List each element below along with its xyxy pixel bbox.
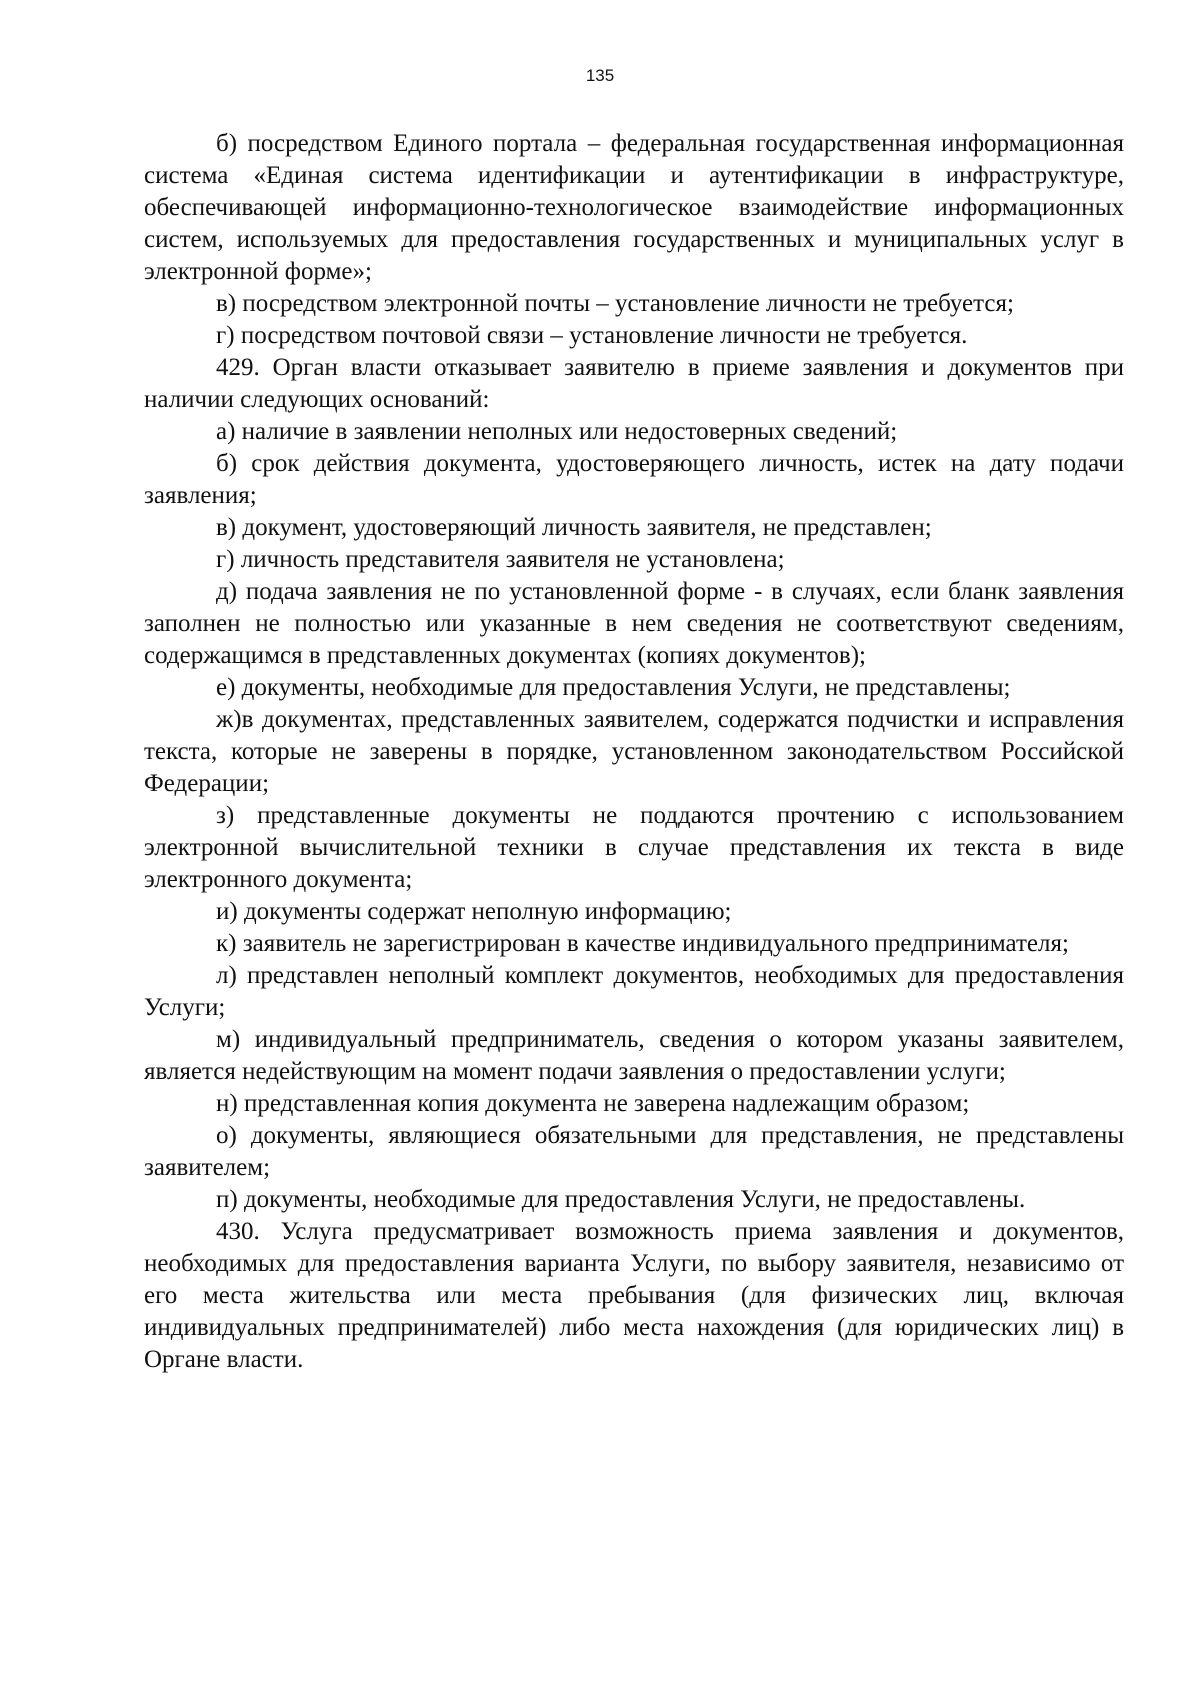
list-item-n: н) представленная копия документа не заверена надлежащим образом; [216, 1090, 970, 1117]
list-item-zh: ж)в документах, представленных заявителем, содержатся подчистки и исправления текста, которые не заверены в порядке, установленном законодательством Российской Федерации; [144, 706, 1124, 797]
list-item-d: д) подача заявления не по установленной форме - в случаях, если бланк заявления заполнен не полностью или указанные в нем сведения не соответствуют сведениям, содержащимся в представленных документах (копиях документов); [144, 578, 1124, 669]
list-item-o: о) документы, являющиеся обязательными для представления, не представлены заявителем; [144, 1122, 1124, 1181]
page-number: 135 [585, 66, 615, 85]
list-item-k: к) заявитель не зарегистрирован в качестве индивидуального предпринимателя; [216, 930, 1069, 957]
document-body [144, 128, 1124, 1376]
list-item-l: л) представлен неполный комплект документов, необходимых для предоставления Услуги; [144, 962, 1124, 1021]
list-item-v: в) документ, удостоверяющий личность заявителя, не представлен; [216, 514, 932, 541]
paragraph-430: 430. Услуга предусматривает возможность приема заявления и документов, необходимых для предоставления варианта Услуги, по выбору заявителя, независимо от его места жительства или места пребывания (для физических лиц, включая индивидуальных предпринимателей) либо места нахождения (для юридических лиц) в Органе власти. [144, 1218, 1124, 1373]
list-item-e: е) документы, необходимые для предоставления Услуги, не представлены; [216, 674, 1011, 701]
paragraph-identification-portal: б) посредством Единого портала – федеральная государственная информационная система «Единая система идентификации и аутентификации в инфраструктуре, обеспечивающей информационно-технологическое взаимодействие информационных систем, используемых для предоставления государственных и муниципальных услуг в электронной форме»; [144, 130, 1124, 285]
list-item-a: а) наличие в заявлении неполных или недостоверных сведений; [216, 418, 898, 445]
list-item-z: з) представленные документы не поддаются прочтению с использованием электронной вычислительной техники в случае представления их текста в виде электронного документа; [144, 802, 1124, 893]
list-item-g: г) личность представителя заявителя не установлена; [216, 546, 785, 573]
paragraph-429-heading: 429. Орган власти отказывает заявителю в приеме заявления и документов при наличии следующих оснований: [144, 354, 1124, 413]
list-item-b: б) срок действия документа, удостоверяющего личность, истек на дату подачи заявления; [144, 450, 1124, 509]
list-item-p: п) документы, необходимые для предоставления Услуги, не предоставлены. [216, 1186, 1026, 1213]
paragraph-identification-email: в) посредством электронной почты – установление личности не требуется; [216, 290, 1014, 317]
list-item-i: и) документы содержат неполную информацию; [216, 898, 732, 925]
list-item-m: м) индивидуальный предприниматель, сведения о котором указаны заявителем, является недействующим на момент подачи заявления о предоставлении услуги; [144, 1026, 1124, 1085]
paragraph-identification-post: г) посредством почтовой связи – установление личности не требуется. [216, 322, 968, 349]
